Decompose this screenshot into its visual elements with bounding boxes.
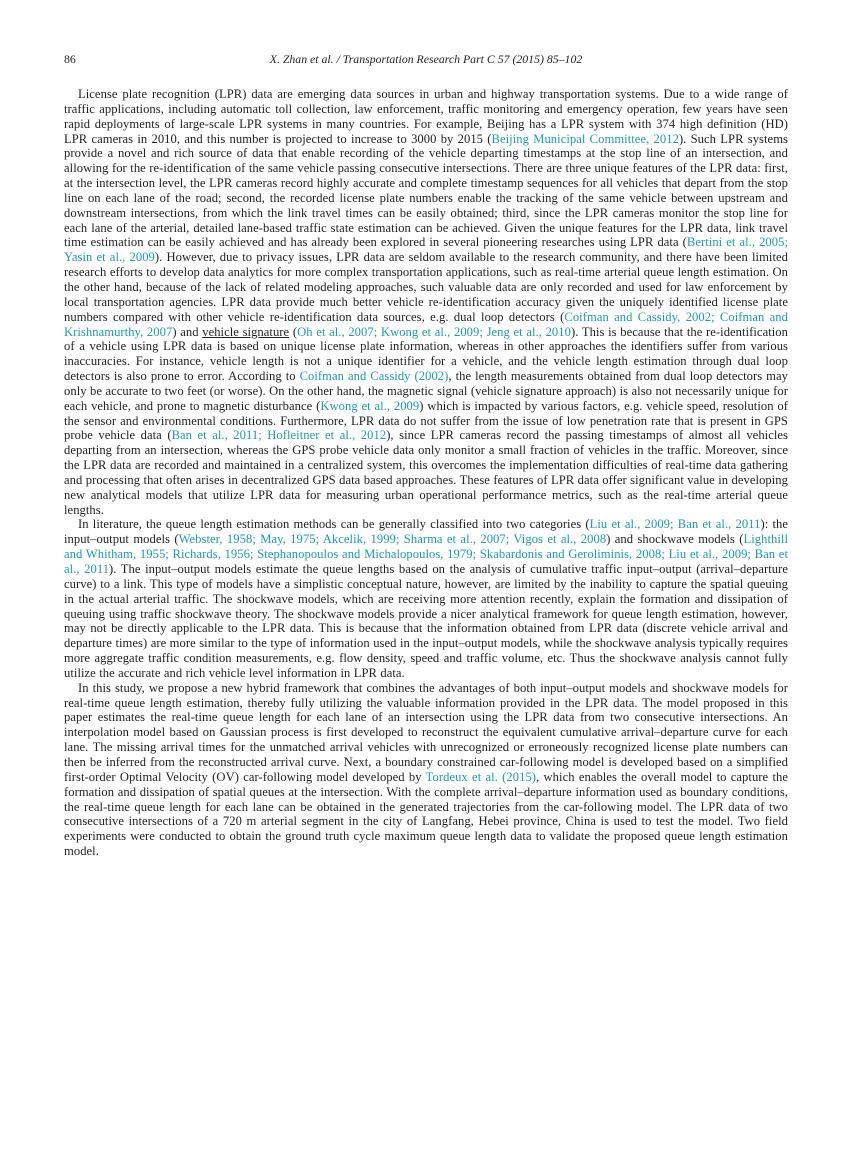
body-text: (	[289, 324, 298, 339]
page-number: 86	[64, 52, 76, 66]
citation-link[interactable]: Coifman and Cassidy (2002)	[299, 369, 449, 384]
paragraph-2	[64, 517, 788, 680]
body-text: ), since LPR cameras record the passing timestamps of almost all vehicles departing from an intersection, whereas the GPS probe vehicle data only monitor a small fraction of vehicles in the traffic. Moreover, since the LPR data are recorded and maintained in a centralized system, this overcomes the implementation difficulties of real-time data gathering and processing that often arises in decentralized GPS data based approaches. These features of LPR data offer significant value in developing new analytical models that utilize LPR data for measuring urban operational performance metrics, such as the real-time arterial queue lengths.	[64, 428, 788, 517]
citation-link[interactable]: Coifman and Cassidy, 2002; Coifman and Krishnamurthy, 2007	[64, 309, 788, 339]
citation-link[interactable]: Oh et al., 2007; Kwong et al., 2009; Jeng et al., 2010	[297, 324, 571, 339]
article-body	[64, 87, 788, 859]
body-text: ). The input–output models estimate the queue lengths based on the analysis of cumulative traffic input–output (arrival–departure curve) to a link. This type of models have a simplistic conceptual nature, however, are limited by the inability to capture the spatial queuing in the actual arterial traffic. The shockwave models, which are receiving more attention recently, explain the formation and dissipation of queuing using traffic shockwave theory. The shockwave models provide a nicer analytical framework for queue length estimation, however, may not be directly applicable to the LPR data. This is because that the information obtained from LPR data (discrete vehicle arrival and departure times) are more similar to the type of information used in the input–output models, while the shockwave analysis typically requires more aggregate traffic condition measurements, e.g. flow density, speed and traffic volume, etc. Thus the shockwave analysis cannot fully utilize the accurate and rich vehicle level information in LPR data.	[64, 562, 788, 680]
citation-link[interactable]: Ban et al., 2011; Hofleitner et al., 2012	[171, 428, 387, 443]
citation-link[interactable]: Tordeux et al. (2015)	[425, 769, 537, 784]
page-header	[64, 52, 788, 66]
body-text: ) and shockwave models (	[606, 532, 744, 547]
body-text: , which enables the overall model to capture the formation and dissipation of spatial queues at the intersection. With the complete arrival–departure information used as boundary conditions, the real-time queue length for each lane can be obtained in the generated trajectories from the car-following model. The LPR data of two consecutive intersections of a 720 m arterial segment in the city of Langfang, Hebei province, China is used to test the model. Two field experiments were conducted to obtain the ground truth cycle maximum queue length data to validate the proposed queue length estimation model.	[64, 769, 788, 859]
body-text: , the length measurements obtained from dual loop detectors may only be accurate to two feet (or worse). On the other hand, the magnetic signal (vehicle signature approach) is also not necessarily unique for each vehicle, and prone to magnetic disturbance (	[64, 369, 788, 413]
body-text: ): the input–output models (	[64, 517, 788, 547]
body-text: ) and	[172, 324, 203, 339]
body-text: In literature, the queue length estimation methods can be generally classified into two categories (	[78, 517, 590, 532]
citation-link[interactable]: Lighthill and Whitham, 1955; Richards, 1956; Stephanopoulos and Michalopoulos, 1979; Skabardonis and Geroliminis, 2008; Liu et al., 2009; Ban et al., 2011	[64, 532, 788, 576]
paragraph-3	[64, 681, 788, 859]
body-text: ). However, due to privacy issues, LPR data are seldom available to the research community, and there have been limited research efforts to develop data analytics for more complex transportation applications, such as real-time arterial queue length estimation. On the other hand, because of the lack of related modeling approaches, such valuable data are only recorded and used for law enforcement by local transportation agencies. LPR data provide much better vehicle re-identification accuracy given the uniquely identified license plate numbers compared with other vehicle re-identification data sources, e.g. dual loop detectors (	[64, 250, 788, 324]
body-text: ) which is impacted by various factors, e.g. vehicle speed, resolution of the sensor and environmental conditions. Furthermore, LPR data do not suffer from the issue of low penetration rate that is present in GPS probe vehicle data (	[64, 398, 788, 443]
body-text: ). This is because that the re-identification of a vehicle using LPR data is based on unique license plate information, whereas in other approaches the identifiers suffer from various inaccuracies. For instance, vehicle length is not a unique identifier for a vehicle, and the vehicle length estimation through dual loop detectors is also prone to error. According to	[64, 324, 788, 384]
citation-link[interactable]: Webster, 1958; May, 1975; Akcelik, 1999; Sharma et al., 2007; Vigos et al., 2008	[178, 532, 607, 547]
body-text: In this study, we propose a new hybrid framework that combines the advantages of both input–output models and shockwave models for real-time queue length estimation, thereby fully utilizing the valuable information provided in the LPR data. The model proposed in this paper estimates the real-time queue length for each lane of an intersection using the LPR data from two consecutive intersections. An interpolation model based on Gaussian process is first developed to reconstruct the equivalent cumulative arrival–departure curve for each lane. The missing arrival times for the unmatched arrival vehicles with unrecognized or erroneously recognized license plate numbers can then be inferred from the reconstructed arrival curve. Next, a boundary constrained car-following model is developed based on a simplified first-order Optimal Velocity (OV) car-following model developed by	[64, 680, 788, 784]
citation-link[interactable]: Liu et al., 2009; Ban et al., 2011	[589, 517, 761, 532]
citation-link[interactable]: Kwong et al., 2009	[320, 398, 420, 413]
citation-link[interactable]: Bertini et al., 2005; Yasin et al., 2009	[64, 235, 789, 265]
body-text: ). Such LPR systems provide a novel and rich source of data that enable recording of the vehicle departing timestamps at the stop line of an intersection, and allowing for the re-identification of the same vehicle passing consecutive intersections. There are three unique features of the LPR data: first, at the intersection level, the LPR cameras record highly accurate and complete timestamp sequences for all vehicles that depart from the stop line on each lane of the road; second, the recorded license plate numbers enable the tracking of the same vehicle between upstream and downstream intersections, from which the link travel times can be easily obtained; third, since the LPR cameras monitor the stop line for each lane of the arterial, detailed lane-based traffic state estimation can be achieved. Given the unique features for the LPR data, link travel time estimation can be easily achieved and has already been explored in several pioneering researches using LPR data (	[64, 131, 788, 250]
body-text: License plate recognition (LPR) data are emerging data sources in urban and highway transportation systems. Due to a wide range of traffic applications, including automatic toll collection, law enforcement, traffic monitoring and emergency operation, few years have seen rapid deployments of large-scale LPR systems in many countries. For example, Beijing has a LPR system with 374 high definition (HD) LPR cameras in 2010, and this number is projected to increase to 3000 by 2015 (	[64, 87, 788, 146]
underlined-term: vehicle signature	[202, 324, 290, 339]
citation-link[interactable]: Beijing Municipal Committee, 2012	[491, 131, 679, 146]
paragraph-1	[64, 87, 788, 517]
running-title: X. Zhan et al. / Transportation Research Part C 57 (2015) 85–102	[269, 52, 583, 66]
